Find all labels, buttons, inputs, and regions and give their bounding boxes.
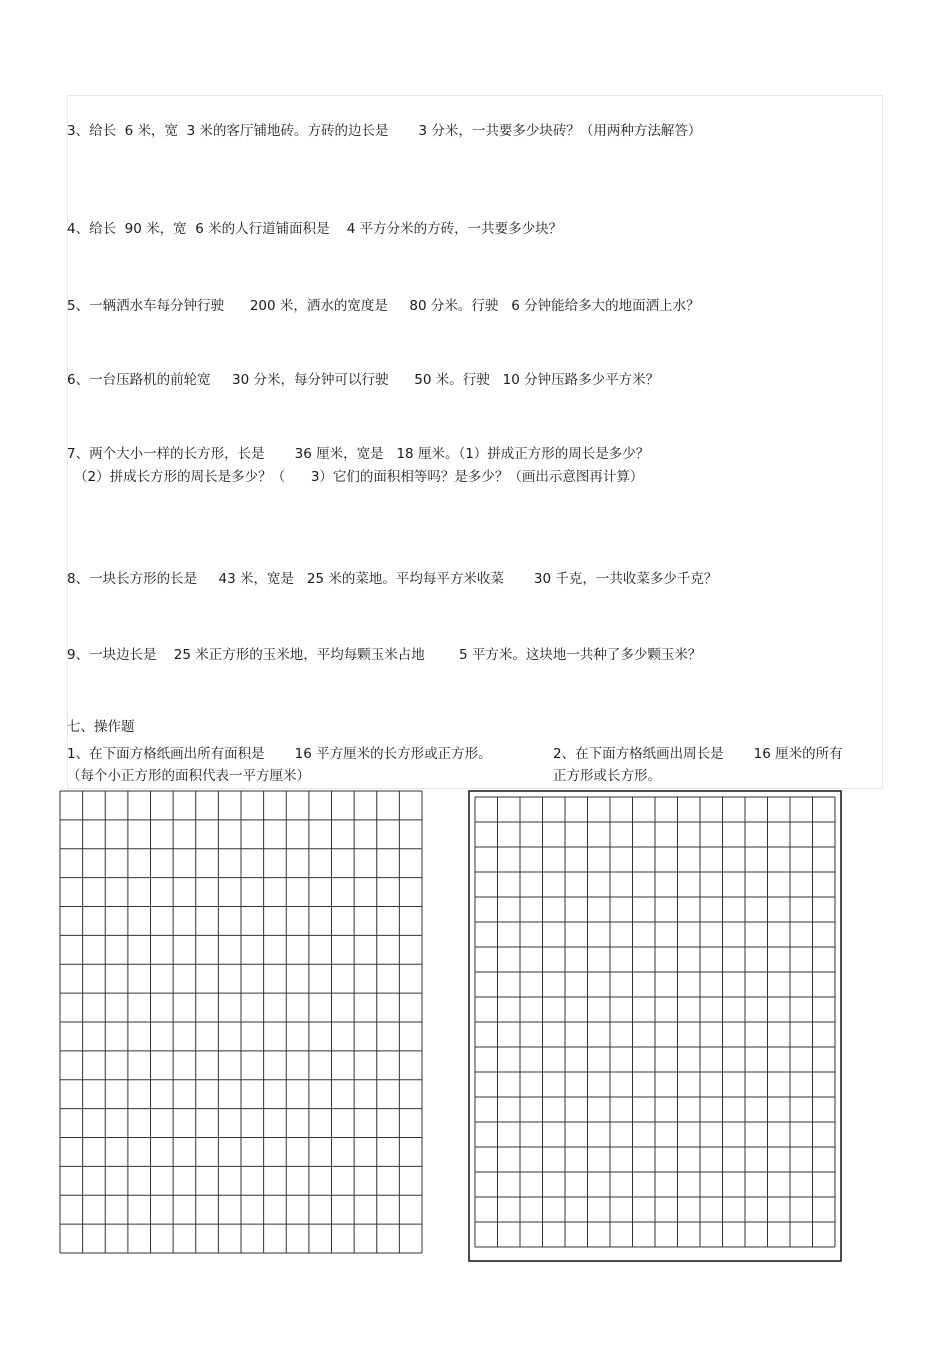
question-6: 6、一台压路机的前轮宽 30 分米，每分钟可以行驶 50 米。行驶 10 分钟压路多少平方米？ — [67, 372, 660, 388]
question-4: 4、给长 90 米，宽 6 米的人行道铺面积是 4 平方分米的方砖，一共要多少块？ — [67, 221, 563, 237]
question-5: 5、一辆洒水车每分钟行驶 200 米，洒水的宽度是 80 分米。行驶 6 分钟能给多大的地面洒上水？ — [67, 298, 700, 314]
task-1-note: （每个小正方形的面积代表一平方厘米） — [67, 768, 310, 784]
question-9: 9、一块边长是 25 米正方形的玉米地，平均每颗玉米占地 5 平方米。这块地一共种了多少颗玉米？ — [67, 647, 702, 663]
task-2-instruction: 2、在下面方格纸画出周长是 16 厘米的所有 — [553, 746, 843, 762]
grid-paper-left[interactable] — [58, 789, 424, 1255]
task-2-instruction-cont: 正方形或长方形。 — [553, 768, 661, 784]
section-title: 七、操作题 — [67, 719, 135, 735]
question-3: 3、给长 6 米，宽 3 米的客厅铺地砖。方砖的边长是 3 分米，一共要多少块砖？（用两种方法解答） — [67, 123, 702, 139]
question-7-continuation: （2）拼成长方形的周长是多少？（ 3）它们的面积相等吗？是多少？（画出示意图再计算） — [74, 469, 644, 485]
question-8: 8、一块长方形的长是 43 米，宽是 25 米的菜地。平均每平方米收菜 30 千克，一共收菜多少千克？ — [67, 571, 718, 587]
question-7: 7、两个大小一样的长方形，长是 36 厘米，宽是 18 厘米。（1）拼成正方形的周长是多少？ — [67, 446, 650, 462]
grid-paper-right[interactable] — [468, 789, 844, 1265]
task-1-instruction: 1、在下面方格纸画出所有面积是 16 平方厘米的长方形或正方形。 — [67, 746, 492, 762]
page-frame — [67, 95, 883, 789]
